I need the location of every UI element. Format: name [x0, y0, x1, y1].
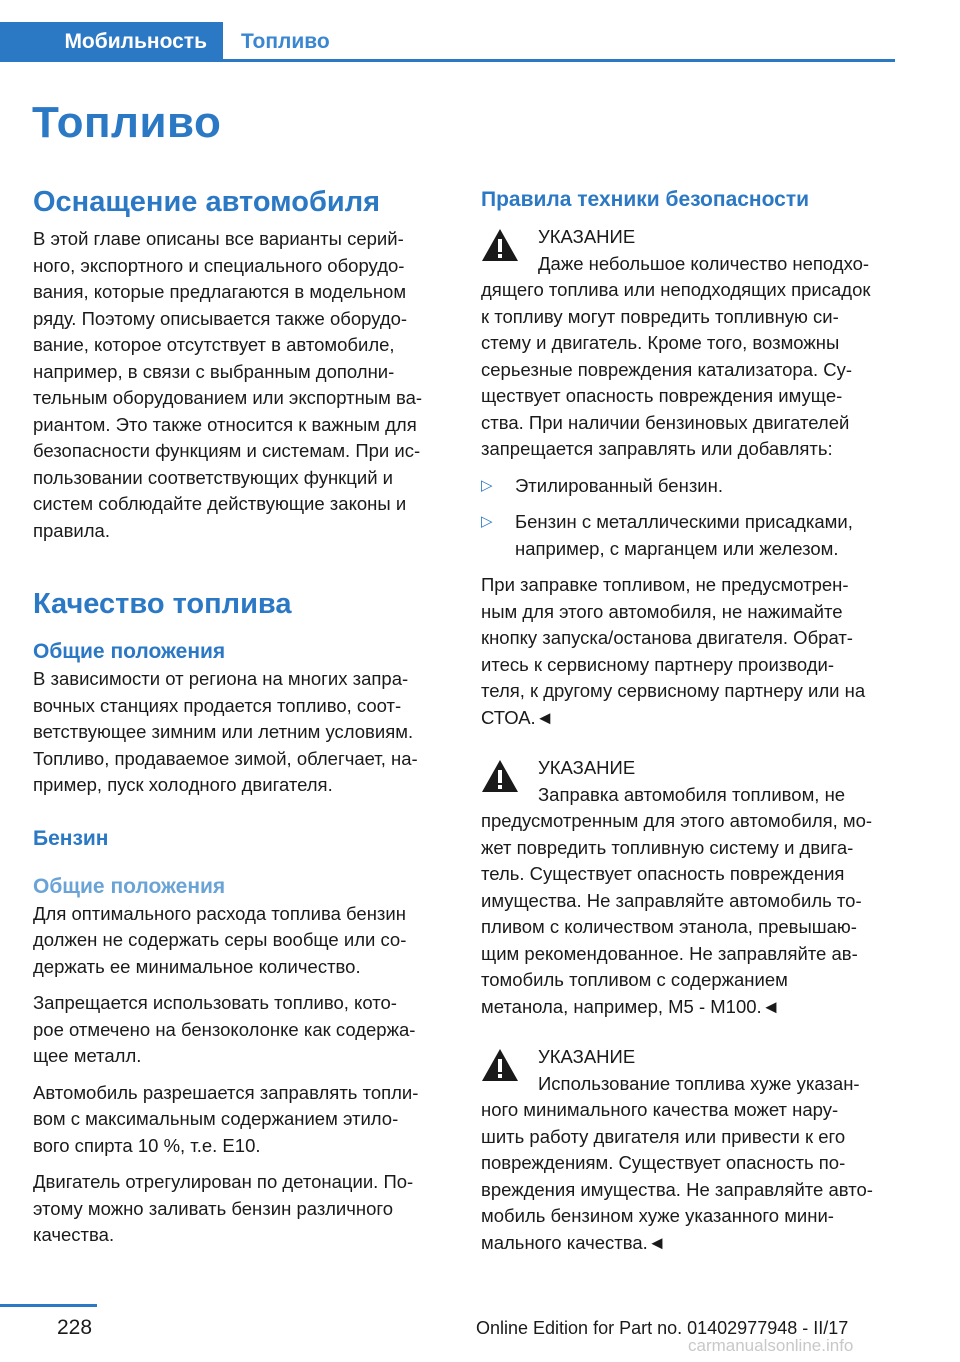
text-line: систем соблюдайте действующие законы и	[33, 493, 407, 514]
header-rule	[0, 59, 895, 62]
warning-triangle-icon	[481, 228, 519, 262]
text-line: СТОА.◄	[481, 706, 554, 728]
text-line: ного минимального качества может нару-	[481, 1099, 839, 1120]
heading-fuel-quality: Качество топлива	[33, 588, 292, 620]
text-line: тель. Существует опасность повреждения	[481, 863, 845, 884]
list-item	[481, 473, 895, 500]
text-line: ряду. Поэтому описывается также оборудо-	[33, 307, 408, 329]
text-line: качества.	[33, 1224, 115, 1245]
warning-label: УКАЗАНИЕ	[538, 1046, 636, 1067]
warning-triangle-icon	[481, 1048, 519, 1082]
text-line: к топливу могут повредить топливную си-	[481, 305, 839, 327]
petrol-paragraph-2	[33, 990, 447, 1070]
text-line: ства. При наличии бензиновых двигателей	[481, 411, 850, 433]
petrol-paragraph-4	[33, 1169, 447, 1249]
text-line: вочных станциях продается топливо, соот-	[33, 694, 402, 716]
heading-safety: Правила техники безопасности	[481, 188, 810, 211]
warning-label: УКАЗАНИЕ	[538, 226, 636, 247]
text-line: итесь к сервисному партнеру производи-	[481, 653, 835, 675]
warning-label: УКАЗАНИЕ	[538, 757, 636, 778]
bullet-text: Бензин с металлическими присадками,	[515, 511, 853, 532]
text-line: имущества. Не заправляйте автомобиль то-	[481, 889, 862, 911]
text-line: держать ее минимальное количество.	[33, 955, 361, 977]
warning-block-2	[481, 755, 895, 1020]
text-line: Двигатель отрегулирован по детонации. По-	[33, 1171, 414, 1192]
text-line: серьезные повреждения катализатора. Су-	[481, 358, 853, 380]
text-line: пливом с количеством этанола, превышаю-	[481, 916, 857, 937]
text-line: кнопку запуска/останова двигателя. Обрат-	[481, 627, 853, 648]
text-line: Топливо, продаваемое зимой, облегчает, на-	[33, 747, 418, 769]
text-line: вом с максимальным содержанием этило-	[33, 1108, 399, 1129]
text-line: Заправка автомобиля топливом, не	[538, 783, 846, 805]
text-line: дящего топлива или неподходящих присадок	[481, 279, 871, 300]
left-column	[33, 184, 447, 1249]
text-line: щее металл.	[33, 1045, 142, 1066]
text-line: Для оптимального расхода топлива бензин	[33, 902, 406, 924]
text-line: например, в связи с выбранным дополни-	[33, 360, 395, 382]
text-line: ным для этого автомобиля, не нажимайте	[481, 600, 843, 622]
text-line: безопасности функциям и системам. При ис-	[33, 440, 421, 461]
triangle-right-bullet-icon: ▷	[481, 476, 493, 494]
text-line: пример, пуск холодного двигателя.	[33, 774, 333, 795]
warning-block-3	[481, 1044, 895, 1256]
warning-after-paragraph	[481, 572, 895, 731]
text-line: должен не содержать серы вообще или со-	[33, 929, 407, 950]
text-line: стему и двигатель. Кроме того, возможны	[481, 332, 840, 353]
petrol-paragraph-1	[33, 901, 447, 981]
text-line: рое отмечено на бензоколонке как содержа-	[33, 1018, 416, 1040]
text-line: предусмотренным для этого автомобиля, мо-	[481, 810, 873, 831]
heading-petrol: Бензин	[33, 826, 109, 850]
text-line: вание, которое отсутствует в автомобиле,	[33, 334, 395, 355]
text-line: При заправке топливом, не предусмотрен-	[481, 574, 849, 595]
edition-label: Online Edition for Part no. 01402977948 - II/17	[476, 1318, 849, 1338]
text-line: шить работу двигателя или привести к его	[481, 1125, 846, 1147]
text-line: ществует опасность повреждения имуще-	[481, 385, 843, 406]
footer-rule	[0, 1304, 97, 1307]
text-line: теля, к другому сервисному партнеру или на	[481, 680, 866, 701]
list-item	[481, 509, 895, 562]
text-line: повреждениям. Существует опасность по-	[481, 1152, 846, 1173]
text-line: томобиль топливом с содержанием	[481, 969, 788, 990]
page-number: 228	[57, 1316, 93, 1339]
text-line: правила.	[33, 519, 110, 541]
page-title: Топливо	[32, 98, 222, 147]
text-line: Автомобиль разрешается заправлять топли-	[33, 1081, 419, 1103]
tab-section[interactable]: Мобильность	[0, 22, 223, 62]
heading-petrol-general: Общие положения	[33, 874, 226, 898]
warning-block-1	[481, 224, 895, 731]
text-line: вого спирта 10 %, т.е. E10.	[33, 1134, 261, 1156]
tab-page[interactable]: Топливо	[241, 30, 330, 53]
text-line: ного, экспортного и специального оборудо-	[33, 254, 405, 276]
heading-general: Общие положения	[33, 640, 226, 663]
equipment-paragraph	[33, 226, 447, 544]
general-paragraph	[33, 666, 447, 799]
header	[0, 0, 895, 64]
heading-equipment: Оснащение автомобиля	[33, 186, 381, 218]
bullet-text: например, с марганцем или железом.	[515, 537, 839, 559]
text-line: вреждения имущества. Не заправляйте авто-	[481, 1178, 873, 1200]
text-line: В этой главе описаны все варианты серий-	[33, 228, 404, 249]
warning-triangle-icon	[481, 759, 519, 793]
text-line: щим рекомендованное. Не заправляйте ав-	[481, 942, 858, 964]
text-line: риантом. Это также относится к важным для	[33, 413, 417, 435]
text-line: метанола, например, M5 - M100.◄	[481, 995, 780, 1017]
text-line: Использование топлива хуже указан-	[538, 1072, 860, 1094]
text-line: жет повредить топливную систему и двига-	[481, 836, 854, 858]
triangle-right-bullet-icon: ▷	[481, 513, 493, 530]
text-line: вания, которые предлагаются в модельном	[33, 281, 407, 302]
petrol-paragraph-3	[33, 1080, 447, 1160]
bullet-text: Этилированный бензин.	[515, 474, 723, 496]
text-line: мального качества.◄	[481, 1231, 667, 1253]
text-line: ветствующее зимним или летним условиям.	[33, 721, 414, 742]
text-line: пользовании соответствующих функций и	[33, 466, 394, 488]
right-column	[481, 184, 895, 1256]
text-line: мобиль бензином хуже указанного мини-	[481, 1205, 834, 1226]
text-line: Запрещается использовать топливо, кото-	[33, 992, 397, 1013]
text-line: тельным оборудованием или экспортным ва-	[33, 387, 423, 408]
text-line: этому можно заливать бензин различного	[33, 1197, 393, 1219]
text-line: В зависимости от региона на многих запра-	[33, 668, 409, 689]
text-line: Даже небольшое количество неподхо-	[538, 252, 870, 274]
text-line: запрещается заправлять или добавлять:	[481, 438, 833, 459]
watermark: carmanualsonline.info	[688, 1336, 854, 1355]
